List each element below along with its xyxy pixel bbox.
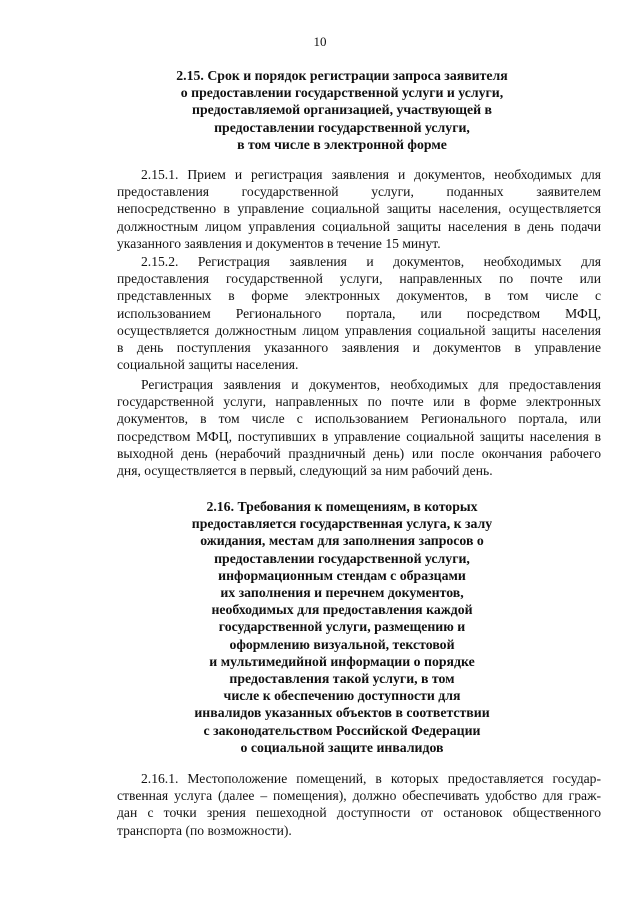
paragraph-2-16-1	[117, 770, 601, 839]
text-line: ственная услуга (далее – помещения), должно обеспечивать удобство для граж-	[117, 788, 601, 804]
heading-line: государственной услуги, размещению и	[218, 619, 466, 635]
text-line: социальной защиты населения.	[117, 357, 299, 373]
heading-line: о предоставлении государственной услуги и услуги,	[180, 85, 504, 101]
text-line: дан с точки зрения пешеходной доступности от остановок общественного	[117, 805, 601, 821]
text-line: предоставления государственной услуги, направленных по почте или	[117, 271, 601, 287]
heading-line: необходимых для предоставления каждой	[211, 602, 473, 618]
paragraph-2-15-1	[117, 166, 601, 252]
section-heading-2-15	[80, 67, 604, 153]
text-line: в день поступления указанного заявления и документов в управление	[117, 340, 601, 356]
heading-line: числе к обеспечению доступности для	[223, 688, 461, 704]
text-line: документов, в том числе с использованием Регионального портала, или	[117, 411, 601, 427]
section-heading-2-16	[80, 498, 604, 756]
heading-line: в том числе в электронной форме	[237, 136, 447, 152]
heading-line: информационным стендам с образцами	[218, 567, 466, 583]
heading-line: 2.16. Требования к помещениям, в которых	[206, 499, 478, 514]
text-line: дня, осуществляется в первый, следующий за ним рабочий день.	[117, 463, 493, 479]
text-line: указанного заявления и документов в течение 15 минут.	[117, 235, 441, 251]
heading-line: оформлению визуальной, текстовой	[229, 636, 455, 652]
heading-line: их заполнения и перечнем документов,	[220, 585, 464, 601]
heading-line: предоставления такой услуги, в том	[229, 671, 455, 687]
text-line: Регистрация заявления и документов, необходимых для предоставления	[141, 377, 601, 392]
heading-line: предоставлении государственной услуги,	[214, 550, 470, 566]
text-line: 2.15.1. Прием и регистрация заявления и документов, необходимых для	[141, 167, 601, 182]
paragraph-registration-weekend	[117, 376, 601, 479]
text-line: непосредственно в управление социальной защиты населения, осуществляется	[117, 201, 601, 217]
paragraph-2-15-2	[117, 253, 601, 373]
heading-line: и мультимедийной информации о порядке	[209, 653, 475, 669]
heading-line: инвалидов указанных объектов в соответствии	[194, 705, 490, 721]
text-line: предоставления государственной услуги, поданных заявителем	[117, 184, 601, 200]
heading-line: 2.15. Срок и порядок регистрации запроса заявителя	[176, 68, 508, 83]
heading-line: с законодательством Российской Федерации	[203, 722, 481, 738]
text-line: представленных в форме электронных документов, в том числе с	[117, 288, 601, 304]
text-line: 2.15.2. Регистрация заявления и документов, необходимых для	[141, 254, 601, 269]
text-line: осуществляется должностным лицом управления социальной защиты населения	[117, 322, 601, 338]
text-line: государственной услуги, направленных по почте или в форме электронных	[117, 394, 601, 410]
text-line: 2.16.1. Местоположение помещений, в которых предоставляется государ-	[141, 771, 601, 786]
page-number: 10	[313, 34, 327, 49]
heading-line: предоставляется государственная услуга, к залу	[191, 516, 493, 532]
text-line: транспорта (по возможности).	[117, 822, 292, 838]
heading-line: о социальной защите инвалидов	[240, 739, 444, 755]
text-line: использованием Регионального портала, или посредством МФЦ,	[117, 305, 601, 321]
heading-line: ожидания, местам для заполнения запросов о	[200, 533, 484, 549]
text-line: должностным лицом управления социальной защиты населения в день подачи	[117, 218, 601, 234]
heading-line: предоставлении государственной услуги,	[214, 119, 470, 135]
text-line: выходной день (нерабочий праздничный день) или после окончания рабочего	[117, 445, 601, 461]
text-line: посредством МФЦ, поступивших в управление социальной защиты населения в	[117, 428, 601, 444]
heading-line: предоставляемой организацией, участвующей в	[192, 102, 492, 118]
